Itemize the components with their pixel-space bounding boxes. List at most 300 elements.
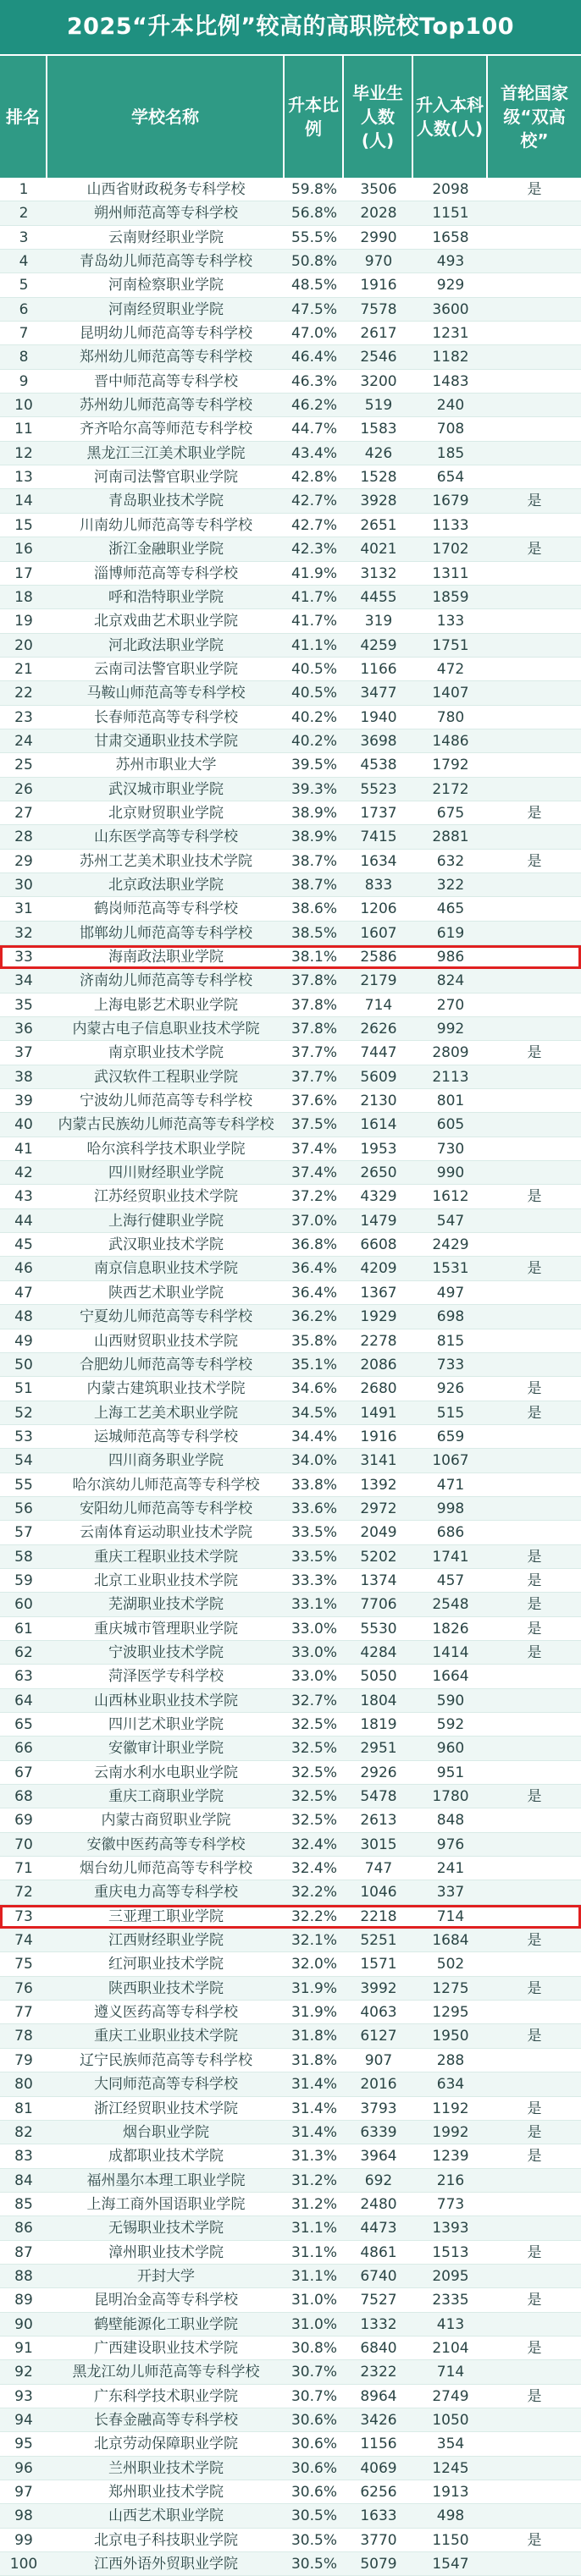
cell-school-name: 宁波职业技术学院 xyxy=(108,1643,224,1661)
cell-rank: 76 xyxy=(14,1979,33,1997)
cell-graduates: 1374 xyxy=(360,1571,397,1589)
table-row xyxy=(0,465,581,489)
cell-graduates: 3964 xyxy=(360,2148,397,2166)
cell-double-high xyxy=(488,1449,581,1472)
cell-upgraded: 457 xyxy=(436,1571,465,1589)
cell-rank: 40 xyxy=(14,1116,33,1134)
cell-ratio: 33.6% xyxy=(290,1500,337,1517)
table-row xyxy=(0,1952,581,1976)
table-row xyxy=(0,1305,581,1329)
cell-school-name: 晋中师范高等专科学校 xyxy=(94,372,238,390)
cell-ratio: 34.5% xyxy=(290,1404,337,1422)
cell-school-name: 重庆电力高等专科学校 xyxy=(94,1884,238,1902)
cell-graduates: 2028 xyxy=(360,205,397,223)
cell-upgraded: 1547 xyxy=(432,2556,469,2573)
cell-rank: 50 xyxy=(14,1356,33,1373)
cell-rank: 93 xyxy=(14,2387,33,2405)
cell-double-high: 是 xyxy=(527,2243,542,2261)
cell-ratio: 33.0% xyxy=(290,1643,337,1661)
cell-ratio: 41.7% xyxy=(290,588,337,606)
table-row xyxy=(0,801,581,825)
cell-upgraded: 1612 xyxy=(432,1188,469,1206)
cell-graduates: 6740 xyxy=(360,2267,397,2285)
cell-upgraded: 998 xyxy=(436,1500,465,1517)
cell-double-high xyxy=(488,1113,581,1136)
cell-graduates: 1392 xyxy=(360,1476,397,1494)
cell-double-high xyxy=(488,945,581,968)
cell-double-high: 是 xyxy=(527,1404,542,1422)
table-header xyxy=(0,54,581,178)
cell-school-name: 内蒙古商贸职业学院 xyxy=(101,1812,231,1830)
cell-upgraded: 1150 xyxy=(432,2531,469,2549)
cell-rank: 69 xyxy=(14,1812,33,1830)
cell-upgraded: 1679 xyxy=(432,493,469,510)
cell-graduates: 1206 xyxy=(360,900,397,918)
table-row xyxy=(0,1689,581,1713)
cell-school-name: 漳州职业技术学院 xyxy=(108,2243,224,2261)
table-row xyxy=(0,178,581,201)
cell-graduates: 7706 xyxy=(360,1596,397,1614)
cell-rank: 22 xyxy=(14,685,33,702)
cell-rank: 100 xyxy=(9,2556,38,2573)
table-row-highlighted xyxy=(0,1905,581,1929)
cell-ratio: 39.3% xyxy=(290,780,337,798)
table-row xyxy=(0,1808,581,1832)
cell-graduates: 5478 xyxy=(360,1788,397,1806)
cell-school-name: 四川商务职业学院 xyxy=(108,1452,224,1470)
cell-upgraded: 1859 xyxy=(432,588,469,606)
cell-ratio: 30.6% xyxy=(290,2484,337,2501)
cell-school-name: 广东科学技术职业学院 xyxy=(94,2387,238,2405)
cell-rank: 24 xyxy=(14,732,33,750)
cell-ratio: 31.1% xyxy=(290,2267,337,2285)
cell-ratio: 34.0% xyxy=(290,1452,337,1470)
cell-upgraded: 1311 xyxy=(432,564,469,582)
cell-double-high xyxy=(488,1713,581,1736)
cell-double-high xyxy=(488,873,581,896)
table-row xyxy=(0,2144,581,2168)
cell-double-high: 是 xyxy=(527,1380,542,1398)
cell-graduates: 3132 xyxy=(360,564,397,582)
cell-graduates: 1953 xyxy=(360,1140,397,1158)
table-row xyxy=(0,778,581,801)
cell-ratio: 31.8% xyxy=(290,2051,337,2069)
cell-graduates: 1916 xyxy=(360,277,397,294)
cell-rank: 34 xyxy=(14,972,33,990)
cell-ratio: 32.5% xyxy=(290,1764,337,1781)
cell-graduates: 7447 xyxy=(360,1044,397,1062)
table-row xyxy=(0,2169,581,2193)
table-row xyxy=(0,1833,581,1857)
cell-graduates: 692 xyxy=(364,2171,393,2189)
cell-ratio: 32.4% xyxy=(290,1836,337,1853)
cell-ratio: 56.8% xyxy=(290,205,337,223)
cell-double-high xyxy=(488,562,581,585)
cell-upgraded: 1414 xyxy=(432,1643,469,1661)
cell-rank: 57 xyxy=(14,1524,33,1542)
cell-double-high xyxy=(488,1857,581,1880)
cell-upgraded: 632 xyxy=(436,852,465,870)
cell-graduates: 1491 xyxy=(360,1404,397,1422)
table-row xyxy=(0,2552,581,2576)
cell-upgraded: 730 xyxy=(436,1140,465,1158)
cell-graduates: 2086 xyxy=(360,1356,397,1373)
cell-graduates: 319 xyxy=(364,613,393,630)
cell-graduates: 2990 xyxy=(360,228,397,246)
table-row xyxy=(0,1017,581,1041)
cell-school-name: 浙江经贸职业技术学院 xyxy=(94,2100,238,2117)
cell-double-high xyxy=(488,2265,581,2287)
cell-ratio: 47.0% xyxy=(290,325,337,343)
cell-double-high: 是 xyxy=(527,1643,542,1661)
cell-double-high xyxy=(488,2193,581,2215)
cell-double-high xyxy=(488,1161,581,1184)
table-row xyxy=(0,1929,581,1952)
cell-school-name: 黑龙江幼儿师范高等专科学校 xyxy=(72,2364,260,2381)
cell-upgraded: 497 xyxy=(436,1284,465,1302)
cell-graduates: 4861 xyxy=(360,2243,397,2261)
cell-double-high xyxy=(488,514,581,537)
header-rank: 排名 xyxy=(0,56,47,178)
cell-rank: 20 xyxy=(14,636,33,654)
cell-ratio: 35.1% xyxy=(290,1356,337,1373)
table-row xyxy=(0,2288,581,2312)
cell-school-name: 齐齐哈尔高等师范专科学校 xyxy=(80,421,252,438)
cell-school-name: 青岛职业技术学院 xyxy=(108,493,224,510)
cell-school-name: 重庆城市管理职业学院 xyxy=(94,1620,238,1638)
cell-double-high xyxy=(488,2457,581,2480)
table-row xyxy=(0,825,581,849)
cell-rank: 45 xyxy=(14,1236,33,1254)
cell-rank: 81 xyxy=(14,2100,33,2117)
cell-graduates: 2680 xyxy=(360,1380,397,1398)
cell-graduates: 4069 xyxy=(360,2459,397,2477)
cell-school-name: 成都职业技术学院 xyxy=(108,2148,224,2166)
cell-upgraded: 1664 xyxy=(432,1668,469,1686)
cell-graduates: 3928 xyxy=(360,493,397,510)
table-row xyxy=(0,1329,581,1353)
cell-graduates: 7578 xyxy=(360,300,397,318)
table-row xyxy=(0,1161,581,1185)
cell-double-high xyxy=(488,2552,581,2575)
table-row xyxy=(0,753,581,777)
cell-upgraded: 2548 xyxy=(432,1596,469,1614)
cell-school-name: 江西外语外贸职业学院 xyxy=(94,2556,238,2573)
cell-graduates: 3770 xyxy=(360,2531,397,2549)
table-row xyxy=(0,1857,581,1880)
cell-double-high xyxy=(488,1089,581,1112)
cell-ratio: 30.7% xyxy=(290,2387,337,2405)
cell-rank: 33 xyxy=(14,949,33,966)
cell-graduates: 2617 xyxy=(360,325,397,343)
cell-school-name: 昆明幼儿师范高等专科学校 xyxy=(80,325,252,343)
table-row xyxy=(0,1497,581,1521)
table-row xyxy=(0,1785,581,1808)
cell-school-name: 芜湖职业技术学院 xyxy=(108,1596,224,1614)
cell-graduates: 2586 xyxy=(360,949,397,966)
table-row xyxy=(0,1065,581,1089)
cell-graduates: 2218 xyxy=(360,1907,397,1925)
table-row xyxy=(0,273,581,297)
table-row xyxy=(0,2001,581,2024)
table-row xyxy=(0,1521,581,1544)
cell-upgraded: 733 xyxy=(436,1356,465,1373)
cell-upgraded: 493 xyxy=(436,253,465,271)
cell-upgraded: 502 xyxy=(436,1956,465,1973)
cell-ratio: 32.1% xyxy=(290,1932,337,1950)
cell-rank: 39 xyxy=(14,1093,33,1110)
cell-double-high xyxy=(488,273,581,296)
cell-double-high: 是 xyxy=(527,2123,542,2141)
cell-school-name: 上海工商外国语职业学院 xyxy=(86,2195,246,2213)
cell-rank: 10 xyxy=(14,397,33,415)
cell-upgraded: 992 xyxy=(436,1021,465,1038)
cell-school-name: 昆明冶金高等专科学校 xyxy=(94,2292,238,2309)
cell-rank: 73 xyxy=(14,1907,33,1925)
cell-double-high: 是 xyxy=(527,804,542,822)
table-row xyxy=(0,1425,581,1449)
cell-double-high xyxy=(488,2313,581,2336)
cell-graduates: 5523 xyxy=(360,780,397,798)
cell-upgraded: 1913 xyxy=(432,2484,469,2501)
cell-rank: 84 xyxy=(14,2171,33,2189)
table-row xyxy=(0,850,581,873)
cell-graduates: 6127 xyxy=(360,2028,397,2045)
cell-school-name: 宁波幼儿师范高等专科学校 xyxy=(80,1093,252,1110)
cell-ratio: 32.5% xyxy=(290,1740,337,1758)
cell-ratio: 31.0% xyxy=(290,2315,337,2333)
cell-rank: 87 xyxy=(14,2243,33,2261)
cell-upgraded: 634 xyxy=(436,2076,465,2094)
cell-ratio: 31.9% xyxy=(290,2004,337,2022)
table-row xyxy=(0,370,581,394)
cell-double-high xyxy=(488,2169,581,2192)
cell-graduates: 1916 xyxy=(360,1428,397,1445)
cell-rank: 25 xyxy=(14,757,33,774)
cell-upgraded: 498 xyxy=(436,2507,465,2525)
cell-graduates: 6608 xyxy=(360,1236,397,1254)
table-row xyxy=(0,1737,581,1760)
cell-double-high xyxy=(488,1497,581,1520)
cell-upgraded: 241 xyxy=(436,1860,465,1878)
cell-rank: 49 xyxy=(14,1332,33,1350)
cell-ratio: 37.8% xyxy=(290,1021,337,1038)
cell-ratio: 38.5% xyxy=(290,924,337,942)
cell-ratio: 36.8% xyxy=(290,1236,337,1254)
cell-rank: 55 xyxy=(14,1476,33,1494)
cell-graduates: 2626 xyxy=(360,1021,397,1038)
cell-graduates: 1804 xyxy=(360,1692,397,1709)
cell-double-high xyxy=(488,897,581,920)
cell-upgraded: 471 xyxy=(436,1476,465,1494)
cell-ratio: 35.8% xyxy=(290,1332,337,1350)
cell-school-name: 云南体育运动职业技术学院 xyxy=(80,1524,252,1542)
cell-upgraded: 960 xyxy=(436,1740,465,1758)
cell-double-high xyxy=(488,634,581,657)
cell-ratio: 33.3% xyxy=(290,1571,337,1589)
cell-ratio: 38.9% xyxy=(290,804,337,822)
cell-upgraded: 1393 xyxy=(432,2220,469,2237)
cell-school-name: 哈尔滨科学技术职业学院 xyxy=(86,1140,246,1158)
cell-ratio: 41.9% xyxy=(290,564,337,582)
cell-double-high: 是 xyxy=(527,1571,542,1589)
cell-upgraded: 1295 xyxy=(432,2004,469,2022)
header-ratio: 升本比例 xyxy=(285,56,344,178)
cell-school-name: 郑州幼儿师范高等专科学校 xyxy=(80,349,252,366)
cell-upgraded: 2335 xyxy=(432,2292,469,2309)
cell-ratio: 31.1% xyxy=(290,2243,337,2261)
cell-upgraded: 714 xyxy=(436,2364,465,2381)
cell-school-name: 运城师范高等专科学校 xyxy=(94,1428,238,1445)
table-row xyxy=(0,1569,581,1593)
cell-upgraded: 801 xyxy=(436,1093,465,1110)
cell-double-high xyxy=(488,729,581,752)
table-row xyxy=(0,729,581,753)
table-row xyxy=(0,514,581,537)
table-row xyxy=(0,2193,581,2216)
cell-school-name: 上海行健职业学院 xyxy=(108,1212,224,1230)
cell-graduates: 7415 xyxy=(360,828,397,846)
cell-ratio: 46.3% xyxy=(290,372,337,390)
cell-school-name: 苏州幼儿师范高等专科学校 xyxy=(80,397,252,415)
cell-double-high: 是 xyxy=(527,1788,542,1806)
cell-ratio: 30.6% xyxy=(290,2459,337,2477)
cell-double-high xyxy=(488,345,581,368)
cell-rank: 65 xyxy=(14,1716,33,1733)
table-row xyxy=(0,1257,581,1280)
cell-school-name: 兰州职业技术学院 xyxy=(108,2459,224,2477)
cell-rank: 17 xyxy=(14,564,33,582)
table-row xyxy=(0,706,581,729)
cell-rank: 38 xyxy=(14,1068,33,1086)
cell-rank: 54 xyxy=(14,1452,33,1470)
table-row xyxy=(0,417,581,441)
cell-rank: 15 xyxy=(14,516,33,534)
table-row xyxy=(0,2529,581,2552)
cell-ratio: 37.4% xyxy=(290,1164,337,1182)
cell-double-high xyxy=(488,417,581,440)
cell-school-name: 宁夏幼儿师范高等专科学校 xyxy=(80,1308,252,1326)
cell-double-high xyxy=(488,609,581,632)
cell-double-high xyxy=(488,1281,581,1304)
cell-double-high xyxy=(488,681,581,704)
cell-rank: 14 xyxy=(14,493,33,510)
cell-school-name: 广西建设职业技术学院 xyxy=(94,2339,238,2357)
cell-rank: 36 xyxy=(14,1021,33,1038)
table-row xyxy=(0,1617,581,1641)
cell-double-high xyxy=(488,1689,581,1712)
cell-school-name: 北京财贸职业学院 xyxy=(108,804,224,822)
header-school-name: 学校名称 xyxy=(47,56,285,178)
cell-double-high xyxy=(488,969,581,992)
cell-rank: 6 xyxy=(19,300,29,318)
cell-double-high xyxy=(488,753,581,776)
cell-school-name: 开封大学 xyxy=(137,2267,195,2285)
cell-rank: 21 xyxy=(14,660,33,678)
table-row xyxy=(0,1713,581,1737)
cell-upgraded: 675 xyxy=(436,804,465,822)
cell-school-name: 河北政法职业学院 xyxy=(108,636,224,654)
cell-rank: 78 xyxy=(14,2028,33,2045)
cell-graduates: 1332 xyxy=(360,2315,397,2333)
cell-ratio: 37.7% xyxy=(290,1068,337,1086)
cell-upgraded: 288 xyxy=(436,2051,465,2069)
table-row xyxy=(0,250,581,273)
cell-graduates: 2972 xyxy=(360,1500,397,1517)
cell-school-name: 云南财经职业学院 xyxy=(108,228,224,246)
cell-school-name: 无锡职业技术学院 xyxy=(108,2220,224,2237)
cell-upgraded: 2104 xyxy=(432,2339,469,2357)
cell-rank: 97 xyxy=(14,2484,33,2501)
cell-double-high xyxy=(488,2072,581,2095)
cell-school-name: 鹤壁能源化工职业学院 xyxy=(94,2315,238,2333)
cell-double-high xyxy=(488,2504,581,2527)
cell-double-high: 是 xyxy=(527,541,542,559)
table-row xyxy=(0,226,581,250)
cell-rank: 4 xyxy=(19,253,29,271)
cell-graduates: 2926 xyxy=(360,1764,397,1781)
cell-ratio: 37.4% xyxy=(290,1140,337,1158)
table-row xyxy=(0,489,581,513)
cell-rank: 7 xyxy=(19,325,29,343)
table-row xyxy=(0,1665,581,1688)
cell-double-high xyxy=(488,1761,581,1784)
cell-school-name: 武汉城市职业学院 xyxy=(108,780,224,798)
cell-graduates: 6256 xyxy=(360,2484,397,2501)
cell-graduates: 1633 xyxy=(360,2507,397,2525)
cell-school-name: 鹤岗师范高等专科学校 xyxy=(94,900,238,918)
cell-rank: 64 xyxy=(14,1692,33,1709)
cell-ratio: 33.0% xyxy=(290,1620,337,1638)
table-row-highlighted xyxy=(0,945,581,969)
cell-ratio: 38.7% xyxy=(290,852,337,870)
cell-ratio: 36.4% xyxy=(290,1284,337,1302)
cell-school-name: 云南水利水电职业学院 xyxy=(94,1764,238,1781)
cell-upgraded: 216 xyxy=(436,2171,465,2189)
cell-school-name: 青岛幼儿师范高等专科学校 xyxy=(80,253,252,271)
cell-graduates: 1614 xyxy=(360,1116,397,1134)
cell-school-name: 北京工业职业技术学院 xyxy=(94,1571,238,1589)
cell-double-high xyxy=(488,586,581,608)
cell-rank: 12 xyxy=(14,444,33,462)
cell-upgraded: 2809 xyxy=(432,1044,469,1062)
cell-ratio: 39.5% xyxy=(290,757,337,774)
cell-graduates: 1737 xyxy=(360,804,397,822)
cell-graduates: 970 xyxy=(364,253,393,271)
cell-double-high xyxy=(488,201,581,224)
table-row xyxy=(0,873,581,897)
cell-graduates: 1367 xyxy=(360,1284,397,1302)
table-row xyxy=(0,1593,581,1616)
cell-graduates: 1156 xyxy=(360,2436,397,2453)
cell-graduates: 5202 xyxy=(360,1548,397,1566)
cell-graduates: 2650 xyxy=(360,1164,397,1182)
cell-rank: 53 xyxy=(14,1428,33,1445)
cell-upgraded: 714 xyxy=(436,1907,465,1925)
cell-school-name: 大同师范高等专科学校 xyxy=(94,2076,238,2094)
cell-upgraded: 619 xyxy=(436,924,465,942)
cell-upgraded: 848 xyxy=(436,1812,465,1830)
cell-graduates: 4063 xyxy=(360,2004,397,2022)
cell-double-high xyxy=(488,2049,581,2072)
cell-rank: 51 xyxy=(14,1380,33,1398)
table-row xyxy=(0,2432,581,2456)
cell-rank: 88 xyxy=(14,2267,33,2285)
cell-graduates: 519 xyxy=(364,397,393,415)
cell-ratio: 31.4% xyxy=(290,2100,337,2117)
cell-double-high: 是 xyxy=(527,2292,542,2309)
cell-ratio: 31.8% xyxy=(290,2028,337,2045)
